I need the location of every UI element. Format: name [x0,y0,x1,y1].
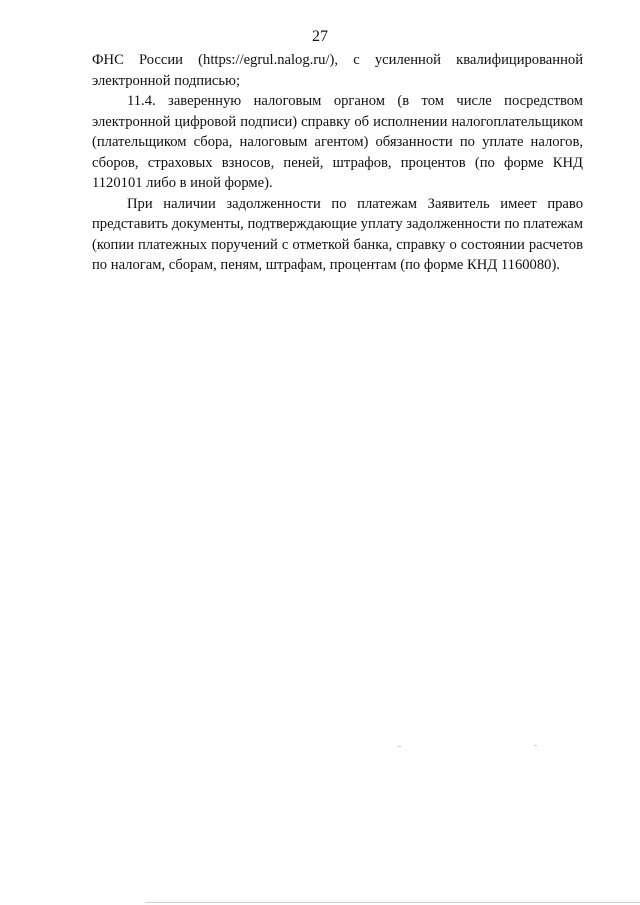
paragraph-debt-payments: При наличии задолженности по платежам Заявитель имеет право представить документы, подтверждающие уплату задолженности по платежам (копии платежных поручений с отметкой банка, справку о состоянии расчетов по налогам, сборам, пеням, штрафам, процентам (по форме КНД 1160080). [92,195,583,273]
paragraph-egrul-continuation: ФНС России (https://egrul.nalog.ru/), с усиленной квалифицированной электронной подписью; [92,52,583,89]
page-number: 27 [312,28,328,45]
scan-artifact-mark [398,746,401,747]
document-body [92,50,583,276]
scan-artifact-mark [534,745,537,746]
paragraph-item-11-4: 11.4. заверенную налоговым органом (в том числе посредством электронной цифровой подписи) справку об исполнении налогоплательщиком (плательщиком сбора, налоговым агентом) обязанности по уплате налогов, сборов, страховых взносов, пеней, штрафов, процентов (по форме КНД 1120101 либо в иной форме). [92,93,583,191]
bottom-edge-line [145,902,640,903]
